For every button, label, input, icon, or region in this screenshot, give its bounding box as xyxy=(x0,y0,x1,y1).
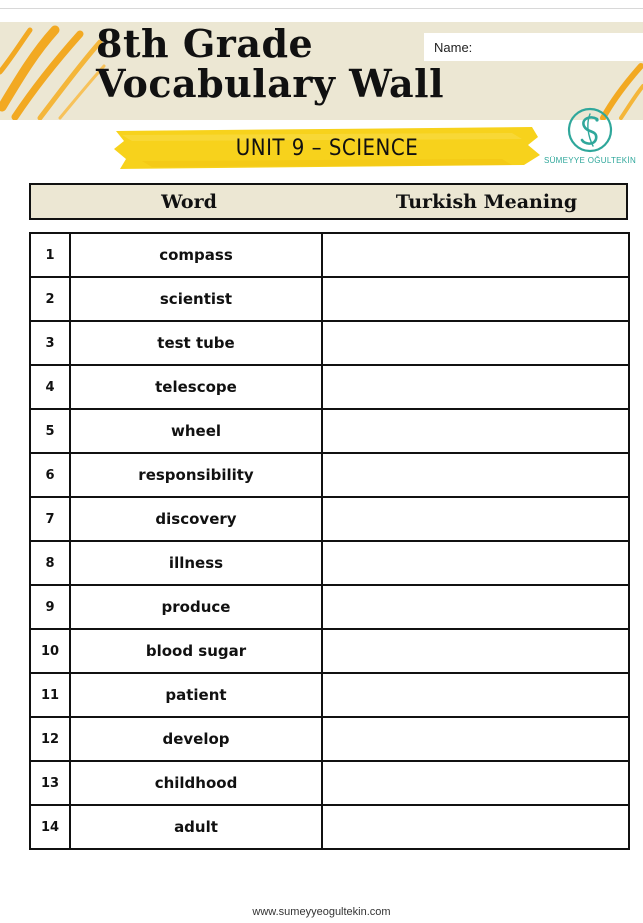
meaning-cell xyxy=(322,717,629,761)
turkish-meaning-input[interactable] xyxy=(323,806,628,848)
vocab-word: discovery xyxy=(70,497,322,541)
vocab-word: blood sugar xyxy=(70,629,322,673)
meaning-cell xyxy=(322,673,629,717)
name-label: Name: xyxy=(434,39,473,55)
row-number: 11 xyxy=(30,673,70,717)
table-row xyxy=(30,497,629,541)
column-header-turkish-meaning: Turkish Meaning xyxy=(395,190,578,213)
table-row xyxy=(30,277,629,321)
turkish-meaning-input[interactable] xyxy=(323,762,628,804)
turkish-meaning-input[interactable] xyxy=(323,410,628,452)
vocab-word: telescope xyxy=(70,365,322,409)
vocab-word: compass xyxy=(70,233,322,277)
row-number: 7 xyxy=(30,497,70,541)
turkish-meaning-input[interactable] xyxy=(323,366,628,408)
turkish-meaning-input[interactable] xyxy=(323,718,628,760)
footer-website: www.sumeyyeogultekin.com xyxy=(252,906,391,918)
brand-logo xyxy=(540,106,640,176)
vocab-word: scientist xyxy=(70,277,322,321)
turkish-meaning-input[interactable] xyxy=(323,630,628,672)
meaning-cell xyxy=(322,453,629,497)
table-row xyxy=(30,541,629,585)
meaning-cell xyxy=(322,277,629,321)
row-number: 14 xyxy=(30,805,70,849)
title-line-2: Vocabulary Wall xyxy=(96,61,445,106)
row-number: 8 xyxy=(30,541,70,585)
row-number: 9 xyxy=(30,585,70,629)
turkish-meaning-input[interactable] xyxy=(323,586,628,628)
meaning-cell xyxy=(322,497,629,541)
title-line-1: 8th Grade xyxy=(96,21,314,66)
meaning-cell xyxy=(322,233,629,277)
table-row xyxy=(30,453,629,497)
logo-text: SÜMEYYE OĞULTEKİN xyxy=(543,156,637,165)
vocab-word: childhood xyxy=(70,761,322,805)
name-field-container xyxy=(424,33,643,61)
table-row xyxy=(30,629,629,673)
table-row xyxy=(30,761,629,805)
turkish-meaning-input[interactable] xyxy=(323,234,628,276)
row-number: 6 xyxy=(30,453,70,497)
row-number: 12 xyxy=(30,717,70,761)
column-header-word: Word xyxy=(161,190,217,213)
table-row xyxy=(30,365,629,409)
meaning-cell xyxy=(322,805,629,849)
meaning-cell xyxy=(322,585,629,629)
turkish-meaning-input[interactable] xyxy=(323,542,628,584)
row-number: 1 xyxy=(30,233,70,277)
table-row xyxy=(30,233,629,277)
row-number: 10 xyxy=(30,629,70,673)
table-row xyxy=(30,717,629,761)
vocab-word: develop xyxy=(70,717,322,761)
meaning-cell xyxy=(322,761,629,805)
table-row xyxy=(30,805,629,849)
meaning-cell xyxy=(322,365,629,409)
row-number: 13 xyxy=(30,761,70,805)
vocab-word: produce xyxy=(70,585,322,629)
vocab-word: illness xyxy=(70,541,322,585)
vocab-word: test tube xyxy=(70,321,322,365)
meaning-cell xyxy=(322,541,629,585)
meaning-cell xyxy=(322,629,629,673)
vocab-word: responsibility xyxy=(70,453,322,497)
row-number: 5 xyxy=(30,409,70,453)
turkish-meaning-input[interactable] xyxy=(323,674,628,716)
turkish-meaning-input[interactable] xyxy=(323,454,628,496)
name-input[interactable] xyxy=(478,35,622,59)
logo-emblem-icon xyxy=(566,106,614,154)
turkish-meaning-input[interactable] xyxy=(323,322,628,364)
row-number: 2 xyxy=(30,277,70,321)
page-top-rule xyxy=(0,8,643,9)
vocab-word: adult xyxy=(70,805,322,849)
vocab-word: wheel xyxy=(70,409,322,453)
turkish-meaning-input[interactable] xyxy=(323,278,628,320)
table-row xyxy=(30,409,629,453)
meaning-cell xyxy=(322,321,629,365)
row-number: 4 xyxy=(30,365,70,409)
table-row xyxy=(30,321,629,365)
table-header-row xyxy=(29,183,628,220)
vocabulary-table xyxy=(29,232,630,850)
page-title xyxy=(96,21,445,106)
vocab-word: patient xyxy=(70,673,322,717)
table-row xyxy=(30,585,629,629)
unit-title: UNIT 9 – SCIENCE xyxy=(235,136,419,161)
table-row xyxy=(30,673,629,717)
turkish-meaning-input[interactable] xyxy=(323,498,628,540)
meaning-cell xyxy=(322,409,629,453)
row-number: 3 xyxy=(30,321,70,365)
